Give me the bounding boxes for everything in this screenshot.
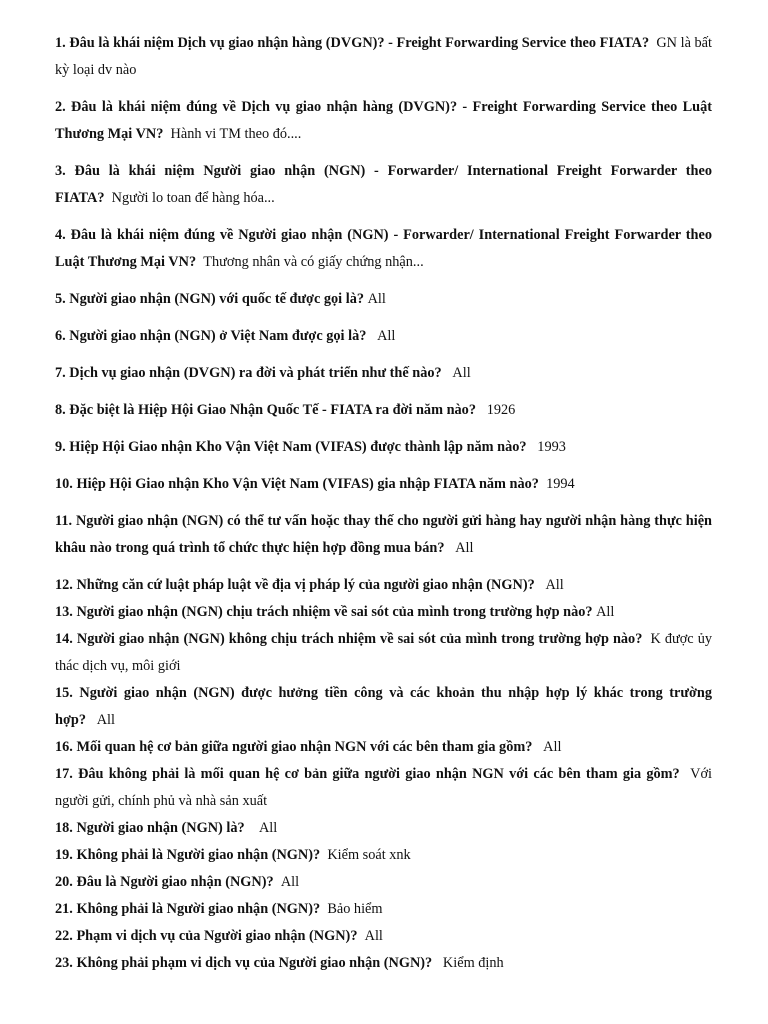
question-item bbox=[55, 158, 712, 212]
question-text: 6. Người giao nhận (NGN) ở Việt Nam được gọi là? bbox=[55, 328, 367, 344]
question-item bbox=[55, 434, 712, 461]
question-text: 17. Đâu không phải là mối quan hệ cơ bản giữa người giao nhận NGN với các bên tham gia gồm? bbox=[55, 766, 680, 782]
answer-text: GN là bất kỳ loại dv nào bbox=[55, 35, 712, 78]
question-item bbox=[55, 599, 712, 626]
question-item bbox=[55, 286, 712, 313]
document-page bbox=[55, 30, 712, 977]
question-text: 23. Không phải phạm vi dịch vụ của Người giao nhận (NGN)? bbox=[55, 955, 433, 971]
question-item bbox=[55, 950, 712, 977]
answer-text: Người lo toan để hàng hóa... bbox=[111, 190, 275, 206]
answer-text: 1926 bbox=[486, 402, 516, 418]
question-text: 11. Người giao nhận (NGN) có thể tư vấn hoặc thay thế cho người gửi hàng hay người nhận hàng thực hiện khâu nào trong quá trình tổ chức thực hiện hợp đồng mua bán? bbox=[55, 513, 712, 556]
question-text: 22. Phạm vi dịch vụ của Người giao nhận (NGN)? bbox=[55, 928, 358, 944]
answer-text: All bbox=[377, 328, 396, 344]
question-text: 2. Đâu là khái niệm đúng về Dịch vụ giao nhận hàng (DVGN)? - Freight Forwarding Service theo Luật Thương Mại VN? bbox=[55, 99, 712, 142]
question-item bbox=[55, 680, 712, 734]
question-item bbox=[55, 761, 712, 815]
answer-text: 1994 bbox=[546, 476, 575, 492]
question-item bbox=[55, 815, 712, 842]
question-text: 7. Dịch vụ giao nhận (DVGN) ra đời và phát triển như thế nào? bbox=[55, 365, 442, 381]
question-text: 13. Người giao nhận (NGN) chịu trách nhiệm về sai sót của mình trong trường hợp nào? bbox=[55, 604, 593, 620]
question-item bbox=[55, 869, 712, 896]
question-text: 5. Người giao nhận (NGN) với quốc tế được gọi là? bbox=[55, 291, 364, 307]
question-text: 1. Đâu là khái niệm Dịch vụ giao nhận hàng (DVGN)? - Freight Forwarding Service theo FIATA? bbox=[55, 35, 650, 51]
question-item bbox=[55, 471, 712, 498]
question-text: 21. Không phải là Người giao nhận (NGN)? bbox=[55, 901, 321, 917]
question-item bbox=[55, 508, 712, 562]
question-item bbox=[55, 572, 712, 599]
question-item bbox=[55, 94, 712, 148]
answer-text: 1993 bbox=[537, 439, 566, 455]
question-text: 18. Người giao nhận (NGN) là? bbox=[55, 820, 245, 836]
question-text: 3. Đâu là khái niệm Người giao nhận (NGN) - Forwarder/ International Freight Forwarder theo FIATA? bbox=[55, 163, 712, 206]
question-item bbox=[55, 896, 712, 923]
answer-text: All bbox=[258, 820, 278, 836]
question-item bbox=[55, 30, 712, 84]
question-item bbox=[55, 222, 712, 276]
question-item bbox=[55, 360, 712, 387]
question-item bbox=[55, 734, 712, 761]
question-text: 9. Hiệp Hội Giao nhận Kho Vận Việt Nam (VIFAS) được thành lập năm nào? bbox=[55, 439, 527, 455]
answer-text: All bbox=[545, 577, 564, 593]
answer-text: Thương nhân và có giấy chứng nhận... bbox=[203, 254, 424, 270]
question-text: 10. Hiệp Hội Giao nhận Kho Vận Việt Nam (VIFAS) gia nhập FIATA năm nào? bbox=[55, 476, 539, 492]
question-text: 4. Đâu là khái niệm đúng về Người giao nhận (NGN) - Forwarder/ International Freight Forwarder theo Luật Thương Mại VN? bbox=[55, 227, 712, 270]
answer-text: Kiểm định bbox=[442, 955, 504, 971]
answer-text: Hành vi TM theo đó.... bbox=[170, 126, 302, 142]
question-text: 12. Những căn cứ luật pháp luật về địa vị pháp lý của người giao nhận (NGN)? bbox=[55, 577, 535, 593]
question-text: 16. Mối quan hệ cơ bản giữa người giao nhận NGN với các bên tham gia gồm? bbox=[55, 739, 533, 755]
question-item bbox=[55, 626, 712, 680]
question-text: 8. Đặc biệt là Hiệp Hội Giao Nhận Quốc Tế - FIATA ra đời năm nào? bbox=[55, 402, 476, 418]
question-text: 19. Không phải là Người giao nhận (NGN)? bbox=[55, 847, 321, 863]
question-text: 20. Đâu là Người giao nhận (NGN)? bbox=[55, 874, 274, 890]
answer-text: All bbox=[455, 540, 474, 556]
question-item bbox=[55, 923, 712, 950]
answer-text: K được ủy thác dịch vụ, môi giới bbox=[55, 631, 712, 674]
question-text: 15. Người giao nhận (NGN) được hưởng tiền công và các khoản thu nhập hợp lý khác trong trường hợp? bbox=[55, 685, 712, 728]
question-item bbox=[55, 323, 712, 350]
answer-text: All bbox=[364, 928, 383, 944]
answer-text: All bbox=[96, 712, 115, 728]
answer-text: All bbox=[452, 365, 471, 381]
question-item bbox=[55, 397, 712, 424]
answer-text: Bảo hiểm bbox=[327, 901, 383, 917]
answer-text: All bbox=[367, 291, 386, 307]
answer-text: All bbox=[543, 739, 562, 755]
answer-text: All bbox=[280, 874, 300, 890]
answer-text: Kiểm soát xnk bbox=[327, 847, 411, 863]
question-text: 14. Người giao nhận (NGN) không chịu trách nhiệm về sai sót của mình trong trường hợp nào? bbox=[55, 631, 643, 647]
answer-text: All bbox=[596, 604, 615, 620]
question-item bbox=[55, 842, 712, 869]
answer-text: Với người gửi, chính phủ và nhà sản xuất bbox=[55, 766, 712, 809]
